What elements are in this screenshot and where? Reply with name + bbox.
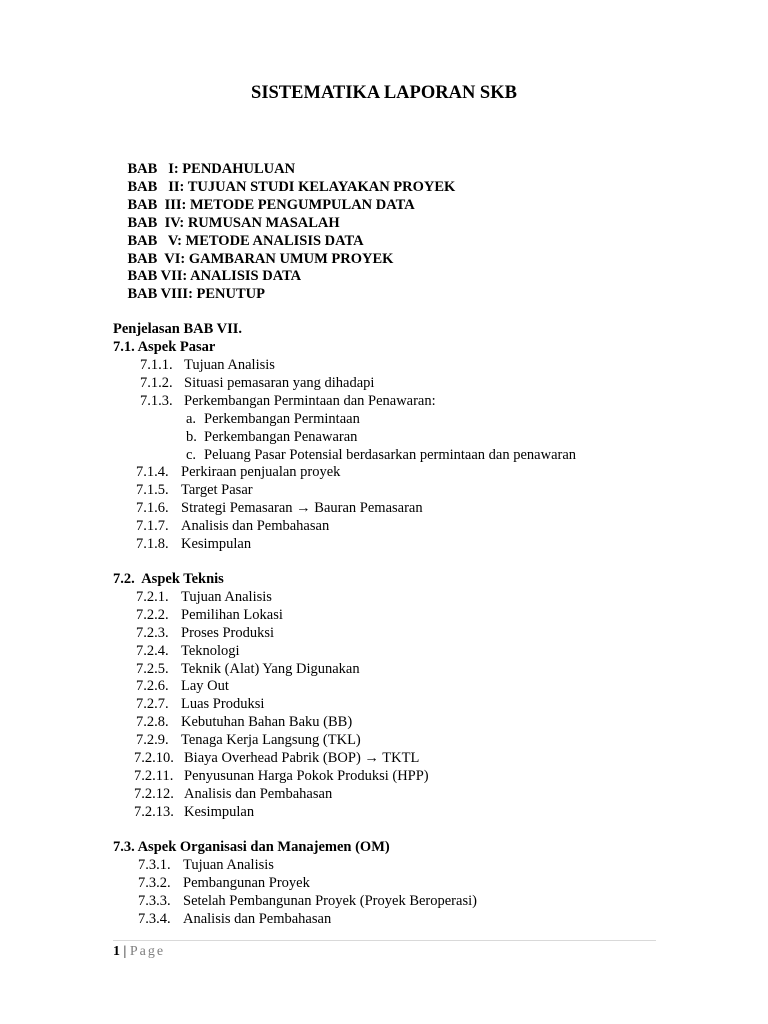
item-number: 7.1.4.: [136, 464, 169, 480]
list-item: [138, 874, 310, 892]
list-item: [140, 374, 374, 392]
chapter-label: BAB II:: [127, 179, 185, 195]
chapter-label: BAB VI:: [127, 251, 186, 267]
item-text: Biaya Overhead Pabrik (BOP): [184, 750, 361, 766]
chapter-name: METODE ANALISIS DATA: [185, 233, 364, 249]
sub-item-text: Peluang Pasar Potensial berdasarkan permintaan dan penawaran: [204, 447, 577, 463]
item-number: 7.3.1.: [138, 857, 171, 873]
item-number: 7.1.2.: [140, 375, 173, 391]
item-text: Tujuan Analisis: [184, 357, 275, 373]
list-item: [136, 677, 229, 695]
list-item: [136, 695, 264, 713]
list-item: [140, 392, 436, 410]
page-footer: [113, 943, 165, 961]
item-number: 7.1.7.: [136, 518, 169, 534]
item-number: 7.2.12.: [134, 786, 174, 802]
sub-item-letter: c.: [186, 447, 197, 463]
chapter-name: TUJUAN STUDI KELAYAKAN PROYEK: [187, 179, 456, 195]
list-item: [136, 588, 272, 606]
item-text: Situasi pemasaran yang dihadapi: [184, 375, 375, 391]
item-number: 7.1.6.: [136, 500, 169, 516]
list-item: [136, 499, 423, 517]
page-label: Page: [129, 944, 166, 959]
item-text: Perkembangan Permintaan dan Penawaran:: [184, 393, 436, 409]
item-number: 7.2.7.: [136, 696, 169, 712]
chapter-label: BAB III:: [127, 197, 187, 213]
item-text: Kesimpulan: [181, 536, 252, 552]
chapter-name: METODE PENGUMPULAN DATA: [189, 197, 415, 213]
item-number: 7.2.2.: [136, 607, 169, 623]
chapter-label: BAB VII:: [127, 268, 188, 284]
item-text: Luas Produksi: [181, 696, 265, 712]
chapter-item: [113, 267, 265, 321]
chapter-label: BAB VIII:: [127, 286, 193, 302]
item-text: Teknologi: [181, 643, 240, 659]
item-text: Setelah Pembangunan Proyek (Proyek Beroperasi): [183, 893, 477, 909]
item-number: 7.2.10.: [134, 750, 174, 766]
section-heading: 7.3. Aspek Organisasi dan Manajemen (OM): [113, 839, 390, 855]
list-item: [138, 910, 331, 928]
item-text: Perkiraan penjualan proyek: [181, 464, 341, 480]
item-number: 7.1.3.: [140, 393, 173, 409]
item-number: 7.1.1.: [140, 357, 173, 373]
item-text-after: TKTL: [382, 750, 420, 766]
list-item: [136, 463, 340, 481]
chapter-label: BAB IV:: [127, 215, 185, 231]
sub-list-item: [186, 446, 576, 464]
list-item: [140, 356, 275, 374]
item-text: Tujuan Analisis: [181, 589, 272, 605]
item-text: Proses Produksi: [181, 625, 275, 641]
section-heading: 7.1. Aspek Pasar: [113, 339, 216, 355]
list-item: [136, 624, 274, 642]
item-text: Penyusunan Harga Pokok Produksi (HPP): [184, 768, 429, 784]
list-item: [136, 535, 251, 553]
chapter-name: RUMUSAN MASALAH: [187, 215, 340, 231]
list-item: [136, 481, 253, 499]
item-text: Lay Out: [181, 678, 229, 694]
sub-item-text: Perkembangan Permintaan: [204, 411, 360, 427]
section-heading: 7.2. Aspek Teknis: [113, 571, 224, 587]
list-item: [136, 606, 283, 624]
item-text: Teknik (Alat) Yang Digunakan: [181, 661, 360, 677]
item-number: 7.3.4.: [138, 911, 171, 927]
item-number: 7.1.5.: [136, 482, 169, 498]
list-item: [136, 731, 361, 749]
item-text: Pembangunan Proyek: [183, 875, 310, 891]
sub-item-letter: b.: [186, 429, 197, 445]
sub-list-item: [186, 428, 357, 446]
list-item: [138, 892, 477, 910]
chapter-name: PENUTUP: [196, 286, 266, 302]
sub-item-text: Perkembangan Penawaran: [204, 429, 358, 445]
document-title: SISTEMATIKA LAPORAN SKB: [251, 83, 517, 103]
list-item: [138, 856, 274, 874]
item-number: 7.2.5.: [136, 661, 169, 677]
list-item: [134, 803, 254, 821]
item-number: 7.2.13.: [134, 804, 174, 820]
right-arrow-icon: →: [296, 500, 311, 516]
sub-list-item: [186, 410, 360, 428]
item-number: 7.2.4.: [136, 643, 169, 659]
chapter-name: PENDAHULUAN: [182, 161, 296, 177]
item-text: Target Pasar: [181, 482, 253, 498]
item-text-after: Bauran Pemasaran: [314, 500, 423, 516]
item-number: 7.2.9.: [136, 732, 169, 748]
explanation-heading: Penjelasan BAB VII.: [113, 321, 243, 337]
footer-divider: [113, 940, 656, 941]
right-arrow-icon: →: [364, 750, 379, 766]
chapter-label: BAB V:: [127, 233, 182, 249]
item-number: 7.3.2.: [138, 875, 171, 891]
item-text: Kesimpulan: [184, 804, 255, 820]
chapter-name: GAMBARAN UMUM PROYEK: [188, 251, 394, 267]
sub-item-letter: a.: [186, 411, 197, 427]
footer-separator: |: [120, 944, 130, 959]
item-text: Analisis dan Pembahasan: [183, 911, 332, 927]
chapter-name: ANALISIS DATA: [190, 268, 302, 284]
item-number: 7.2.8.: [136, 714, 169, 730]
item-text: Tujuan Analisis: [183, 857, 274, 873]
item-text: Analisis dan Pembahasan: [184, 786, 333, 802]
item-number: 7.2.1.: [136, 589, 169, 605]
item-text: Analisis dan Pembahasan: [181, 518, 330, 534]
list-item: [134, 749, 419, 767]
item-number: 7.1.8.: [136, 536, 169, 552]
list-item: [136, 517, 329, 535]
item-number: 7.2.11.: [134, 768, 174, 784]
item-number: 7.3.3.: [138, 893, 171, 909]
list-item: [136, 642, 240, 660]
item-text: Strategi Pemasaran: [181, 500, 293, 516]
item-text: Kebutuhan Bahan Baku (BB): [181, 714, 353, 730]
item-text: Tenaga Kerja Langsung (TKL): [181, 732, 361, 748]
list-item: [134, 785, 332, 803]
item-text: Pemilihan Lokasi: [181, 607, 283, 623]
chapter-label: BAB I:: [127, 161, 179, 177]
list-item: [136, 660, 360, 678]
page-number: 1: [113, 944, 120, 959]
list-item: [136, 713, 352, 731]
item-number: 7.2.3.: [136, 625, 169, 641]
item-number: 7.2.6.: [136, 678, 169, 694]
list-item: [134, 767, 429, 785]
